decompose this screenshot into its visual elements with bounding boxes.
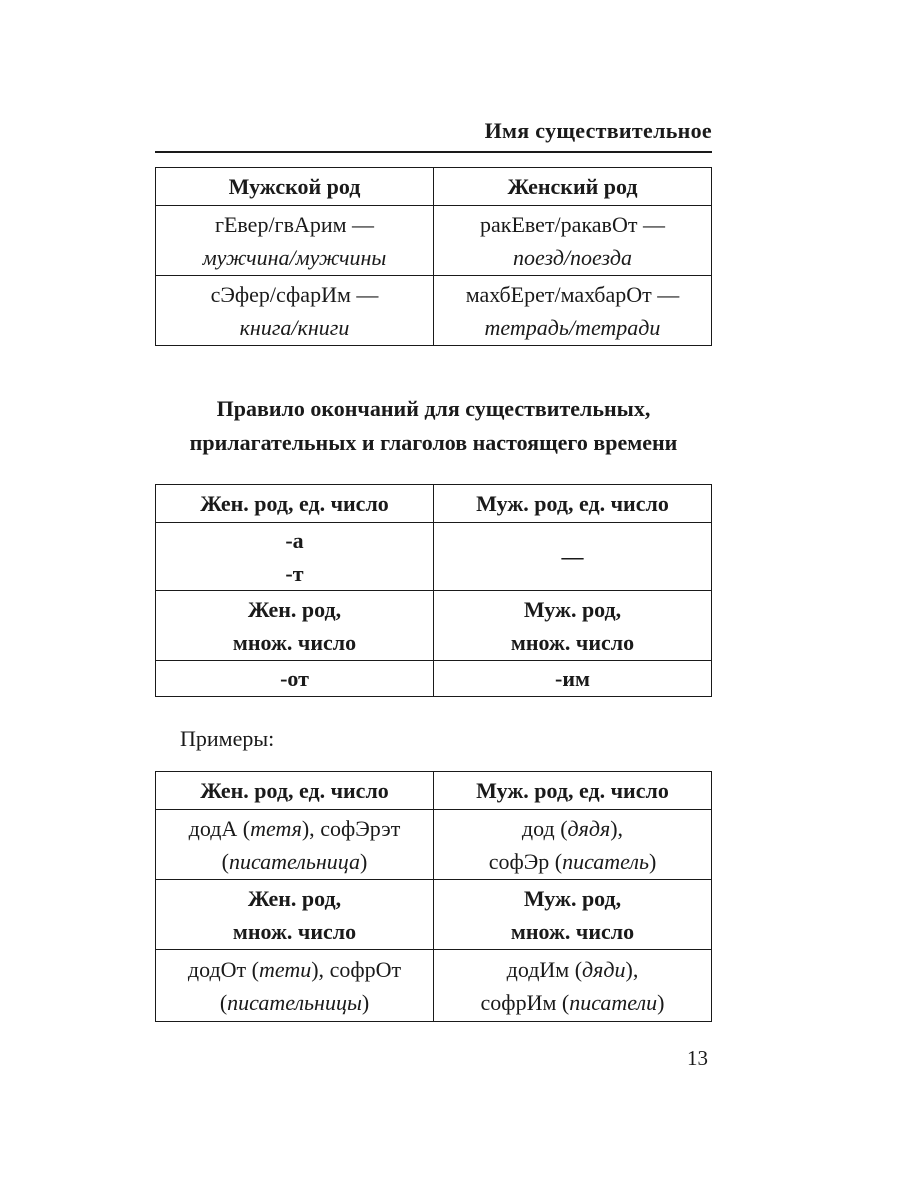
example-line: софЭр (писатель) <box>488 848 657 874</box>
example-line: додОт (тети), софрОт <box>187 956 402 982</box>
subheader-line: Муж. род, <box>523 596 622 622</box>
translation: писатели <box>569 989 658 1015</box>
subheader-cell-masc-plural <box>434 880 712 950</box>
translation: книга/книги <box>239 314 350 340</box>
header-cell-fem-sing: Жен. род, ед. число <box>156 772 434 810</box>
word-pair: ракЕвет/ракавОт — <box>480 211 665 237</box>
example-line: додА (тетя), софЭрэт <box>188 815 401 841</box>
table-row <box>156 661 712 697</box>
examples-table <box>155 771 712 1022</box>
translation: писательница <box>228 848 361 874</box>
ending-none: — <box>561 544 584 569</box>
table-cell <box>434 950 712 1022</box>
header-cell-fem-sing: Жен. род, ед. число <box>156 485 434 523</box>
word: додОт <box>187 956 247 982</box>
translation: дяди <box>582 956 626 982</box>
table-cell <box>434 206 712 276</box>
section-heading-line: прилагательных и глаголов настоящего времени <box>189 430 678 455</box>
table-cell: -им <box>434 661 712 697</box>
subheader-line: множ. число <box>510 918 635 944</box>
table-subheader-row <box>156 880 712 950</box>
translation: писательницы <box>227 989 362 1015</box>
example-line: софрИм (писатели) <box>480 989 665 1015</box>
endings-table <box>155 484 712 697</box>
table-row <box>156 276 712 346</box>
subheader-cell-fem-plural <box>156 880 434 950</box>
table-cell <box>156 276 434 346</box>
header-cell-masc-sing: Муж. род, ед. число <box>434 485 712 523</box>
word: софЭрэт <box>320 815 401 841</box>
translation: тетя <box>250 815 302 841</box>
header-rule <box>155 151 712 153</box>
table-header-row <box>156 168 712 206</box>
translation: писатель <box>562 848 649 874</box>
word-pair: махбЕрет/махбарОт — <box>465 281 680 307</box>
example-line: додИм (дяди), <box>506 956 639 982</box>
section-heading <box>155 392 712 460</box>
word: софрИм <box>480 989 557 1015</box>
word-pair: сЭфер/сфарИм — <box>210 281 379 307</box>
subheader-line: Жен. род, <box>247 885 342 911</box>
table-cell <box>156 950 434 1022</box>
word: дод <box>521 815 555 841</box>
subheader-line: множ. число <box>510 629 635 655</box>
ending: -т <box>285 560 304 586</box>
table-row <box>156 206 712 276</box>
translation: поезд/поезда <box>513 244 632 270</box>
example-line: дод (дядя), <box>521 815 624 841</box>
section-heading-line: Правило окончаний для существительных, <box>216 396 651 421</box>
word: додА <box>188 815 238 841</box>
subheader-cell-fem-plural <box>156 591 434 661</box>
translation: дядя <box>567 815 611 841</box>
word: софрОт <box>329 956 402 982</box>
example-line: (писательницы) <box>219 989 370 1015</box>
translation: тети <box>258 956 312 982</box>
word: додИм <box>506 956 570 982</box>
translation: тетрадь/тетради <box>484 314 661 340</box>
table-cell <box>156 206 434 276</box>
header-cell-masculine: Мужской род <box>156 168 434 206</box>
header-cell-masc-sing: Муж. род, ед. число <box>434 772 712 810</box>
table-cell <box>434 276 712 346</box>
word-pair: гЕвер/гвАрим — <box>214 211 375 237</box>
page-number: 13 <box>687 1046 708 1070</box>
table-cell: -от <box>156 661 434 697</box>
table-header-row <box>156 485 712 523</box>
examples-label: Примеры: <box>180 726 275 751</box>
table-cell <box>434 810 712 880</box>
table-header-row <box>156 772 712 810</box>
table-subheader-row <box>156 591 712 661</box>
table-row <box>156 523 712 591</box>
subheader-line: множ. число <box>232 629 357 655</box>
subheader-line: Жен. род, <box>247 596 342 622</box>
word: софЭр <box>488 848 550 874</box>
gender-table <box>155 167 712 346</box>
table-row <box>156 950 712 1022</box>
running-header-title: Имя существительное <box>484 118 712 143</box>
subheader-line: множ. число <box>232 918 357 944</box>
subheader-cell-masc-plural <box>434 591 712 661</box>
table-cell <box>434 523 712 591</box>
ending: -а <box>285 527 304 553</box>
table-row <box>156 810 712 880</box>
translation: мужчина/мужчины <box>202 244 387 270</box>
table-cell <box>156 810 434 880</box>
example-line: (писательница) <box>221 848 368 874</box>
subheader-line: Муж. род, <box>523 885 622 911</box>
header-cell-feminine: Женский род <box>434 168 712 206</box>
table-cell <box>156 523 434 591</box>
